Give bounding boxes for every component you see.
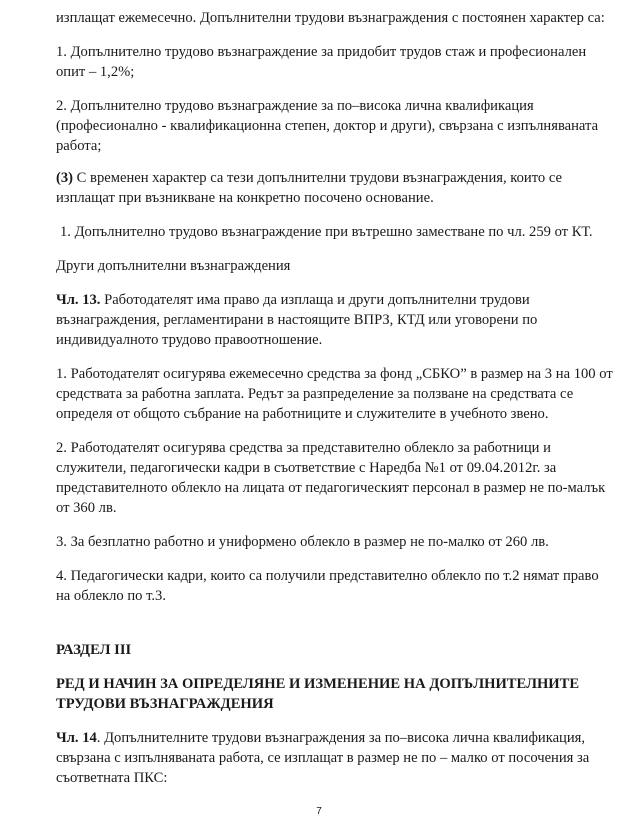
paragraph-article-14 bbox=[56, 728, 616, 788]
article-number: Чл. 13. bbox=[56, 292, 101, 308]
paragraph-text: 1. Допълнително трудово възнаграждение за придобит трудов стаж и професионален опит – 1,2%; bbox=[56, 44, 587, 80]
paragraph-item-2 bbox=[56, 96, 616, 156]
paragraph-pedagogical-staff bbox=[56, 566, 616, 606]
article-number: Чл. 14 bbox=[56, 730, 97, 746]
paragraph-text: 2. Работодателят осигурява средства за представително облекло за работници и служители, педагогически кадри в съответствие с Наредба №1 от 09.04.2012г. за представителното облекло на лицата от педагогическият персонал в размер не по-малък от 360 лв. bbox=[56, 440, 606, 516]
section-title: РЕД И НАЧИН ЗА ОПРЕДЕЛЯНЕ И ИЗМЕНЕНИЕ НА ДОПЪЛНИТЕЛНИТЕ ТРУДОВИ ВЪЗНАГРАЖДЕНИЯ bbox=[56, 676, 580, 712]
clause-number: (3) bbox=[56, 170, 74, 186]
paragraph-text: Други допълнителни възнаграждения bbox=[56, 258, 291, 274]
document-page bbox=[56, 8, 616, 802]
paragraph-text: 1. Работодателят осигурява ежемесечно средства за фонд „СБКО” в размер на 3 на 100 от средствата за работна заплата. Редът за разпределение за ползване на средствата се определя от общото събрание на работниците и служителите в учебното звено. bbox=[56, 366, 613, 422]
paragraph-text: Работодателят има право да изплаща и други допълнителни трудови възнаграждения, регламентирани в настоящите ВПРЗ, КТД или уговорени по индивидуалното трудово правоотношение. bbox=[56, 292, 538, 348]
paragraph-text: изплащат ежемесечно. Допълнителни трудови възнаграждения с постоянен характер са: bbox=[56, 10, 605, 26]
paragraph-text: 2. Допълнително трудово възнаграждение за по–висока лична квалификация (професионално - квалификационна степен, доктор и други), свързана с изпълняваната работа; bbox=[56, 98, 599, 154]
paragraph-sbko bbox=[56, 364, 616, 424]
section-heading: РАЗДЕЛ III bbox=[56, 642, 132, 658]
paragraph-text: 4. Педагогически кадри, които са получили представително облекло по т.2 нямат право на облекло по т.3. bbox=[56, 568, 599, 604]
paragraph-work-clothing bbox=[56, 532, 616, 552]
paragraph-representative-clothing bbox=[56, 438, 616, 518]
paragraph-item-1 bbox=[56, 42, 616, 82]
paragraph-text: 1. Допълнително трудово възнаграждение при вътрешно заместване по чл. 259 от КТ. bbox=[60, 224, 593, 240]
paragraph-article-13 bbox=[56, 290, 616, 350]
paragraph-substitution bbox=[56, 222, 616, 242]
spacer bbox=[56, 620, 616, 640]
paragraph-subheading bbox=[56, 256, 616, 276]
paragraph-intro bbox=[56, 8, 616, 28]
paragraph-text: . Допълнителните трудови възнаграждения за по–висока лична квалификация, свързана с изпълняваната работа, се изплащат в размер не по – малко от посочения за съответната ПКС: bbox=[56, 730, 590, 786]
paragraph-text: 3. За безплатно работно и униформено облекло в размер не по-малко от 260 лв. bbox=[56, 534, 549, 550]
paragraph-clause-3 bbox=[56, 168, 616, 208]
paragraph-text: С временен характер са тези допълнителни трудови възнаграждения, които се изплащат при възникване на конкретно посочено основание. bbox=[56, 170, 562, 206]
page-number: 7 bbox=[316, 806, 322, 817]
